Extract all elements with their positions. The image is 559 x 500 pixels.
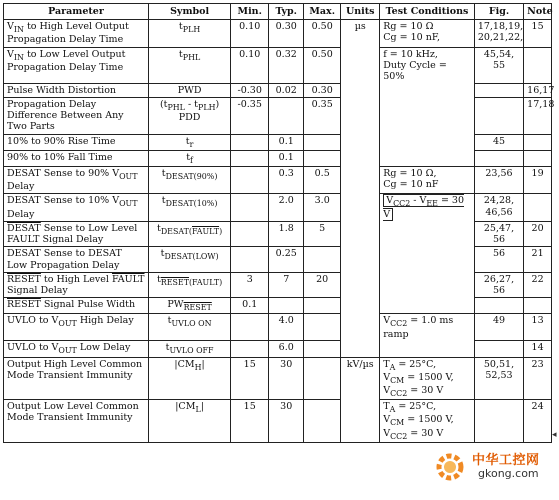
note-cell: 19 xyxy=(524,167,552,194)
min-cell xyxy=(231,150,269,166)
test-conditions-cell xyxy=(380,341,475,357)
test-conditions-cell: $V_{CC2} = 1.0$ ms ramp xyxy=(380,314,475,341)
test-conditions-cell: f = 10 kHz, Duty Cycle = 50% xyxy=(380,47,475,83)
symbol-cell: $t_{DESAT(LOW)}$ xyxy=(148,247,230,272)
symbol-cell: $t_r$ xyxy=(148,134,230,150)
parameter-cell: Output Low Level Common Mode Transient Immunity xyxy=(4,400,149,443)
min-cell xyxy=(231,247,269,272)
symbol-cell: $t_f$ xyxy=(148,150,230,166)
test-conditions-cell: $T_A = 25^\circ C$, $V_{CM} = 1500$ V, $V_{CC2} = 30$ V xyxy=(380,357,475,400)
max-cell xyxy=(304,298,341,314)
fig-cell xyxy=(474,341,523,357)
table-row xyxy=(4,97,552,134)
units-cell: kV/µs xyxy=(341,357,380,400)
typ-cell: 0.1 xyxy=(269,150,304,166)
typ-cell: 0.30 xyxy=(269,20,304,47)
max-cell xyxy=(304,150,341,166)
header-cell: Max. xyxy=(304,4,341,20)
typ-cell: 30 xyxy=(269,357,304,400)
symbol-cell: $PW_{RESET}$ xyxy=(148,298,230,314)
min-cell xyxy=(231,314,269,341)
parameter-cell: Output High Level Common Mode Transient Immunity xyxy=(4,357,149,400)
fig-cell: 45 xyxy=(474,134,523,150)
header-cell: Test Conditions xyxy=(380,4,475,20)
parameter-cell: RESET Signal Pulse Width xyxy=(4,298,149,314)
header-cell: Units xyxy=(341,4,380,20)
min-cell xyxy=(231,167,269,194)
units-cell xyxy=(341,134,380,150)
symbol-cell: $(t_{PHL} - t_{PLH})$ PDD xyxy=(148,97,230,134)
typ-cell: 6.0 xyxy=(269,341,304,357)
min-cell xyxy=(231,134,269,150)
fig-cell: 50,51, 52,53 xyxy=(474,357,523,400)
table-row xyxy=(4,83,552,97)
header-row xyxy=(4,4,552,20)
table-row xyxy=(4,357,552,400)
header-cell: Min. xyxy=(231,4,269,20)
typ-cell: 2.0 xyxy=(269,194,304,221)
table-row xyxy=(4,314,552,341)
table-row xyxy=(4,341,552,357)
max-cell xyxy=(304,357,341,400)
typ-cell: 0.32 xyxy=(269,47,304,83)
units-cell xyxy=(341,298,380,314)
test-conditions-cell xyxy=(380,83,475,97)
note-cell: 22 xyxy=(524,272,552,297)
parameter-cell: DESAT Sense to 90% $V_{OUT}$ Delay xyxy=(4,167,149,194)
note-cell: 17,18 xyxy=(524,97,552,134)
header-cell: Parameter xyxy=(4,4,149,20)
max-cell: 20 xyxy=(304,272,341,297)
note-cell xyxy=(524,134,552,150)
fig-cell: 23,56 xyxy=(474,167,523,194)
units-cell xyxy=(341,83,380,97)
symbol-cell: $t_{PLH}$ xyxy=(148,20,230,47)
max-cell xyxy=(304,134,341,150)
symbol-cell: $t_{PHL}$ xyxy=(148,47,230,83)
table-row xyxy=(4,247,552,272)
header-cell: Fig. xyxy=(474,4,523,20)
parameter-cell: RESET to High Level FAULT Signal Delay xyxy=(4,272,149,297)
units-cell xyxy=(341,247,380,272)
min-cell xyxy=(231,221,269,246)
note-cell: 20 xyxy=(524,221,552,246)
typ-cell: 0.3 xyxy=(269,167,304,194)
fig-cell: 25,47, 56 xyxy=(474,221,523,246)
typ-cell: 1.8 xyxy=(269,221,304,246)
typ-cell: 7 xyxy=(269,272,304,297)
parameter-cell: 90% to 10% Fall Time xyxy=(4,150,149,166)
units-cell xyxy=(341,167,380,194)
watermark-url: gkong.com xyxy=(478,467,539,480)
test-conditions-cell: Rg = 10 Ω Cg = 10 nF, xyxy=(380,20,475,47)
typ-cell xyxy=(269,97,304,134)
table-row xyxy=(4,134,552,150)
note-cell: 15 xyxy=(524,20,552,47)
units-cell xyxy=(341,221,380,246)
min-cell: 15 xyxy=(231,400,269,443)
typ-cell: 0.1 xyxy=(269,134,304,150)
header-cell: Note xyxy=(524,4,552,20)
parameter-cell: 10% to 90% Rise Time xyxy=(4,134,149,150)
parameter-cell: DESAT Sense to 10% $V_{OUT}$ Delay xyxy=(4,194,149,221)
parameter-cell: DESAT Sense to Low Level FAULT Signal Delay xyxy=(4,221,149,246)
max-cell: 0.35 xyxy=(304,97,341,134)
switching-specs-table xyxy=(3,3,555,443)
table-row xyxy=(4,167,552,194)
watermark-cn: 中华工控网 xyxy=(472,453,540,468)
max-cell: 0.50 xyxy=(304,47,341,83)
min-cell xyxy=(231,341,269,357)
units-cell: µs xyxy=(341,20,380,47)
table-row xyxy=(4,400,552,443)
header-cell: Symbol xyxy=(148,4,230,20)
test-conditions-cell: Rg = 10 Ω, Cg = 10 nF xyxy=(380,167,475,194)
symbol-cell: $t_{DESAT(FAULT)}$ xyxy=(148,221,230,246)
note-cell: 13 xyxy=(524,314,552,341)
test-conditions-cell: $V_{CC2} - V_{EE} = 30$ V xyxy=(380,194,475,221)
table-row xyxy=(4,194,552,221)
table-row xyxy=(4,298,552,314)
note-cell xyxy=(524,47,552,83)
min-cell: 3 xyxy=(231,272,269,297)
units-cell xyxy=(341,400,380,443)
note-cell: 16,17 xyxy=(524,83,552,97)
symbol-cell: $t_{UVLO ON}$ xyxy=(148,314,230,341)
test-conditions-cell xyxy=(380,247,475,272)
fig-cell xyxy=(474,83,523,97)
note-cell xyxy=(524,150,552,166)
note-cell: 21 xyxy=(524,247,552,272)
fig-cell xyxy=(474,298,523,314)
parameter-cell: UVLO to $V_{OUT}$ Low Delay xyxy=(4,341,149,357)
table-row xyxy=(4,47,552,83)
test-conditions-cell xyxy=(380,272,475,297)
max-cell: 0.50 xyxy=(304,20,341,47)
max-cell: 0.5 xyxy=(304,167,341,194)
symbol-cell: $|CM_L|$ xyxy=(148,400,230,443)
min-cell: 0.10 xyxy=(231,47,269,83)
max-cell: 5 xyxy=(304,221,341,246)
units-cell xyxy=(341,272,380,297)
note-cell xyxy=(524,194,552,221)
watermark-logo xyxy=(430,447,555,487)
parameter-cell: $V_{IN}$ to Low Level Output Propagation Delay Time xyxy=(4,47,149,83)
min-cell: 0.10 xyxy=(231,20,269,47)
fig-cell xyxy=(474,400,523,443)
fig-cell xyxy=(474,97,523,134)
fig-cell: 24,28, 46,56 xyxy=(474,194,523,221)
units-cell xyxy=(341,314,380,341)
units-cell xyxy=(341,341,380,357)
max-cell xyxy=(304,247,341,272)
typ-cell: 4.0 xyxy=(269,314,304,341)
fig-cell: 45,54, 55 xyxy=(474,47,523,83)
max-cell xyxy=(304,341,341,357)
test-conditions-cell xyxy=(380,150,475,166)
header-cell: Typ. xyxy=(269,4,304,20)
units-cell xyxy=(341,150,380,166)
max-cell xyxy=(304,400,341,443)
typ-cell xyxy=(269,298,304,314)
fig-cell: 17,18,19, 20,21,22, xyxy=(474,20,523,47)
table-row xyxy=(4,272,552,297)
units-cell xyxy=(341,47,380,83)
symbol-cell: $t_{DESAT(90\%)}$ xyxy=(148,167,230,194)
note-cell: 24 xyxy=(524,400,552,443)
test-conditions-cell xyxy=(380,134,475,150)
note-cell xyxy=(524,298,552,314)
min-cell: 15 xyxy=(231,357,269,400)
edge-mark: ◂ xyxy=(552,430,557,440)
table-row xyxy=(4,221,552,246)
note-cell: 23 xyxy=(524,357,552,400)
typ-cell: 30 xyxy=(269,400,304,443)
fig-cell: 26,27, 56 xyxy=(474,272,523,297)
units-cell xyxy=(341,97,380,134)
test-conditions-cell: $T_A = 25^\circ C$, $V_{CM} = 1500$ V, $V_{CC2} = 30$ V xyxy=(380,400,475,443)
test-conditions-cell xyxy=(380,221,475,246)
symbol-cell: $t_{RESET(FAULT)}$ xyxy=(148,272,230,297)
note-cell: 14 xyxy=(524,341,552,357)
parameter-cell: $V_{IN}$ to High Level Output Propagation Delay Time xyxy=(4,20,149,47)
table-row xyxy=(4,20,552,47)
symbol-cell: $t_{UVLO OFF}$ xyxy=(148,341,230,357)
parameter-cell: Propagation Delay Difference Between Any Two Parts xyxy=(4,97,149,134)
min-cell: -0.35 xyxy=(231,97,269,134)
parameter-cell: DESAT Sense to DESAT Low Propagation Delay xyxy=(4,247,149,272)
fig-cell: 49 xyxy=(474,314,523,341)
max-cell: 3.0 xyxy=(304,194,341,221)
fig-cell: 56 xyxy=(474,247,523,272)
typ-cell: 0.02 xyxy=(269,83,304,97)
test-conditions-cell xyxy=(380,298,475,314)
parameter-cell: Pulse Width Distortion xyxy=(4,83,149,97)
symbol-cell: $t_{DESAT(10\%)}$ xyxy=(148,194,230,221)
max-cell xyxy=(304,314,341,341)
gear-icon xyxy=(432,449,472,485)
fig-cell xyxy=(474,150,523,166)
symbol-cell: $|CM_H|$ xyxy=(148,357,230,400)
units-cell xyxy=(341,194,380,221)
max-cell: 0.30 xyxy=(304,83,341,97)
parameter-cell: UVLO to $V_{OUT}$ High Delay xyxy=(4,314,149,341)
table-row xyxy=(4,150,552,166)
test-conditions-cell xyxy=(380,97,475,134)
symbol-cell: PWD xyxy=(148,83,230,97)
min-cell: -0.30 xyxy=(231,83,269,97)
min-cell xyxy=(231,194,269,221)
typ-cell: 0.25 xyxy=(269,247,304,272)
min-cell: 0.1 xyxy=(231,298,269,314)
